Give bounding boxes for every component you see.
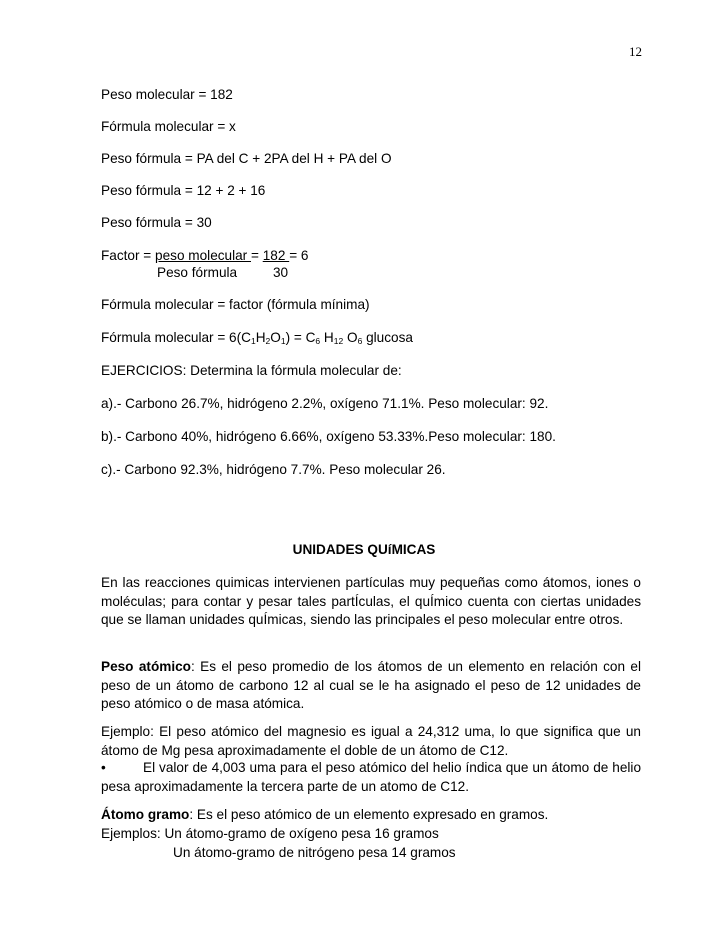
factor-num-label: peso molecular <box>155 248 251 263</box>
line-peso-formula-sum: Peso fórmula = 12 + 2 + 16 <box>101 183 266 198</box>
term-peso-atomico: Peso atómico <box>101 659 191 674</box>
factor-eq2: = 6 <box>289 248 309 263</box>
line-peso-molecular: Peso molecular = 182 <box>101 87 233 102</box>
factor-denominator-label: Peso fórmula <box>157 265 238 280</box>
paragraph-peso-atomico <box>101 658 641 714</box>
sub-o1: 1 <box>280 336 286 346</box>
factor-eq1: = <box>251 248 263 263</box>
ejercicios-heading: EJERCICIOS: Determina la fórmula molecular de: <box>101 363 402 378</box>
ejemplo-nitrogeno: Un átomo-gramo de nitrógeno pesa 14 gramos <box>173 845 456 860</box>
exercise-a: a).- Carbono 26.7%, hidrógeno 2.2%, oxígeno 71.1%. Peso molecular: 92. <box>101 396 549 411</box>
factor-numerator-line <box>101 248 308 264</box>
ejemplo-oxigeno: Ejemplos: Un átomo-gramo de oxígeno pesa 16 gramos <box>101 826 439 841</box>
def-atomo-gramo: : Es el peso atómico de un elemento expresado en gramos. <box>189 807 549 822</box>
term-atomo-gramo: Átomo gramo <box>101 807 190 822</box>
line-peso-formula-def: Peso fórmula = PA del C + 2PA del H + PA del O <box>101 151 392 166</box>
glucosa-h2: H <box>320 330 334 345</box>
glucosa-mid: ) = C <box>285 330 316 345</box>
factor-prefix: Factor = <box>101 248 156 263</box>
section-title: UNIDADES QUíMICAS <box>292 542 436 557</box>
glucosa-end: glucosa <box>362 330 413 345</box>
sub-h12: 12 <box>333 336 344 346</box>
sub-h2: 2 <box>265 336 271 346</box>
line-formula-molecular: Fórmula molecular = x <box>101 119 236 134</box>
factor-num-value: 182 <box>262 248 290 263</box>
sub-o6: 6 <box>357 336 363 346</box>
sub-c1: 1 <box>250 336 256 346</box>
sub-c6: 6 <box>315 336 321 346</box>
glucosa-o2: O <box>343 330 358 345</box>
paragraph-intro: En las reacciones quimicas intervienen partículas muy pequeñas como átomos, iones o moléculas; para contar y pesar tales partÍculas, el quÍmico cuenta con ciertas unidades que se llaman unidades quÍmicas, siendo las principales el peso molecular entre otros. <box>101 575 641 627</box>
factor-denominator-value: 30 <box>273 265 289 280</box>
glucosa-o: O <box>270 330 281 345</box>
glucosa-h: H <box>255 330 266 345</box>
def-peso-atomico: : Es el peso promedio de los átomos de un elemento en relación con el peso de un átomo de carbono 12 al cual se le ha asignado el peso de 12 unidades de peso atómico o de masa atómica. <box>101 659 641 711</box>
helio-text: El valor de 4,003 uma para el peso atómico del helio índica que un átomo de helio pesa aproximadamente la tercera parte de un atomo de C12. <box>101 760 641 794</box>
line-peso-formula-result: Peso fórmula = 30 <box>101 215 212 230</box>
line-glucosa <box>101 330 413 346</box>
bullet: • <box>101 760 106 775</box>
paragraph-ejemplo-mg: Ejemplo: El peso atómico del magnesio es igual a 24,312 uma, lo que significa que un átomo de Mg pesa aproximadamente el doble de un átomo de C12. <box>101 724 641 758</box>
paragraph-helio <box>101 759 641 796</box>
glucosa-prefix: Fórmula molecular = 6(C <box>101 330 251 345</box>
exercise-c: c).- Carbono 92.3%, hidrógeno 7.7%. Peso molecular 26. <box>101 462 446 477</box>
line-formula-factor: Fórmula molecular = factor (fórmula mínima) <box>101 297 370 312</box>
paragraph-atomo-gramo <box>101 806 641 825</box>
exercise-b: b).- Carbono 40%, hidrógeno 6.66%, oxígeno 53.33%.Peso molecular: 180. <box>101 429 556 444</box>
page-number: 12 <box>629 44 642 59</box>
